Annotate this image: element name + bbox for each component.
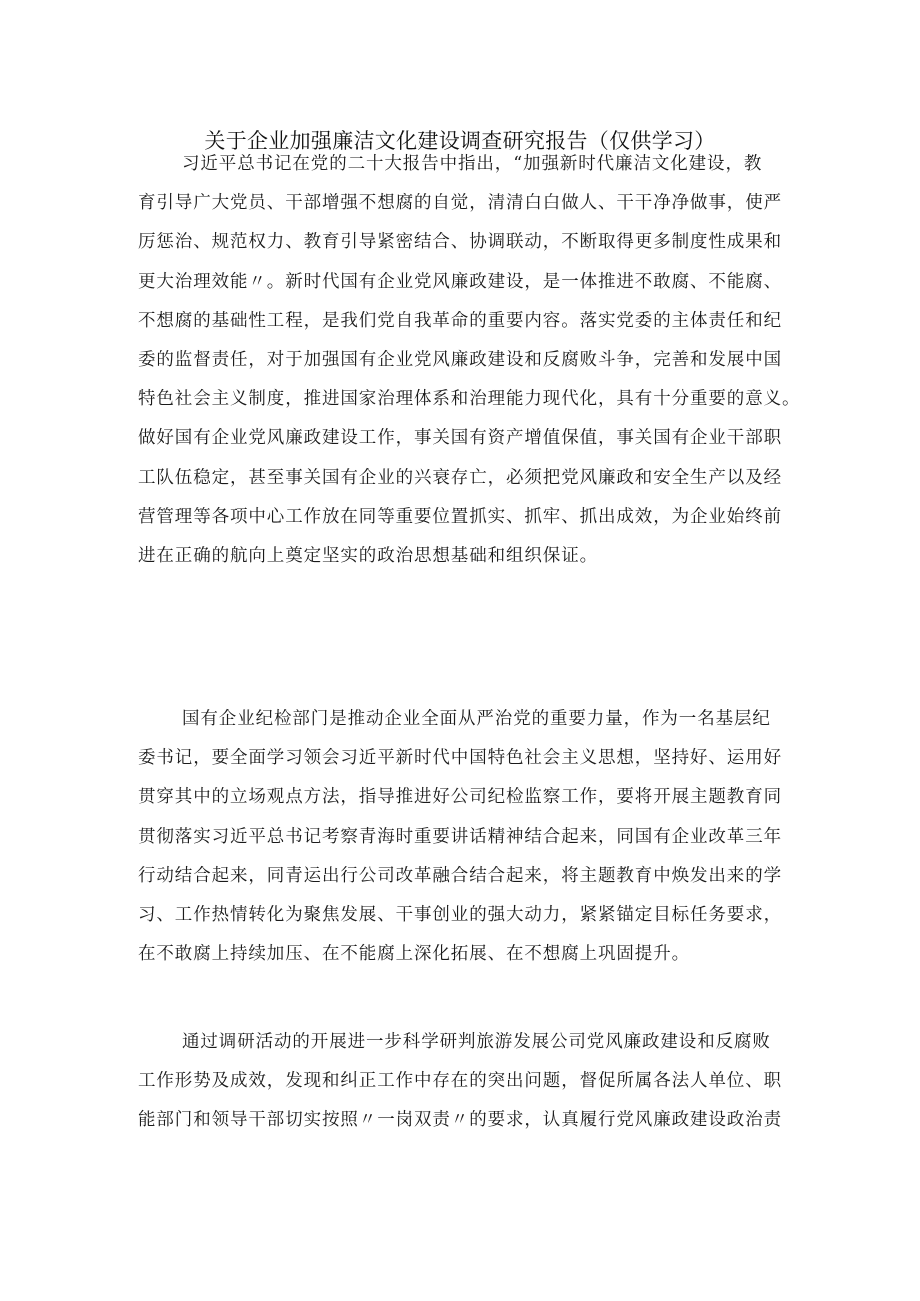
text-line: 习近平总书记在党的二十大报告中指出，“加强新时代廉洁文化建设，教 (182, 154, 763, 174)
text-line: 委的监督责任，对于加强国有企业党风廉政建设和反腐败斗争，完善和发展中国 (138, 349, 782, 370)
paragraph-3 (138, 1023, 798, 1141)
text-line: 进在正确的航向上奠定坚实的政治思想基础和组织保证。 (138, 545, 598, 566)
text-line: 在不敢腐上持续加压、在不能腐上深化拓展、在不想腐上巩固提升。 (138, 944, 690, 965)
text-line: 贯彻落实习近平总书记考察青海时重要讲话精神结合起来，同国有企业改革三年 (138, 826, 782, 847)
text-line: 委书记，要全面学习领会习近平新时代中国特色社会主义思想，坚持好、运用好 (138, 748, 782, 769)
text-line: 通过调研活动的开展进一步科学研判旅游发展公司党风廉政建设和反腐败 (182, 1032, 771, 1052)
paragraph-1 (138, 145, 801, 576)
paragraph-2 (138, 700, 798, 974)
text-line: 工队伍稳定，甚至事关国有企业的兴衰存亡，必须把党风廉政和安全生产以及经 (138, 467, 782, 488)
text-line: 习、工作热情转化为聚焦发展、干事创业的强大动力，紧紧锚定目标任务要求， (138, 904, 782, 925)
text-line: 营管理等各项中心工作放在同等重要位置抓实、抓牢、抓出成效，为企业始终前 (138, 506, 782, 527)
text-line: 不想腐的基础性工程，是我们党自我革命的重要内容。落实党委的主体责任和纪 (138, 310, 782, 331)
text-line: 做好国有企业党风廉政建设工作，事关国有资产增值保值，事关国有企业干部职 (138, 428, 782, 449)
text-line: 工作形势及成效，发现和纠正工作中存在的突出问题，督促所属各法人单位、职 (138, 1071, 782, 1092)
document-title: 关于企业加强廉洁文化建设调查研究报告（仅供学习） (204, 129, 716, 153)
text-line: 行动结合起来，同青运出行公司改革融合结合起来，将主题教育中焕发出来的学 (138, 865, 782, 886)
text-line: 厉惩治、规范权力、教育引导紧密结合、协调联动，不断取得更多制度性成果和 (138, 232, 782, 253)
text-line: 国有企业纪检部门是推动企业全面从严治党的重要力量，作为一名基层纪 (182, 709, 771, 729)
text-line: 能部门和领导干部切实按照〃一岗双责〃的要求，认真履行党风廉政建设政治责 (138, 1110, 782, 1131)
text-line: 育引导广大党员、干部增强不想腐的自觉，清清白白做人、干干净净做事，使严 (138, 193, 782, 214)
text-line: 贯穿其中的立场观点方法，指导推进好公司纪检监察工作，要将开展主题教育同 (138, 787, 782, 808)
text-line: 特色社会主义制度，推进国家治理体系和治理能力现代化，具有十分重要的意义。 (138, 389, 801, 410)
text-line: 更大治理效能〃。新时代国有企业党风廉政建设，是一体推进不敢腐、不能腐、 (138, 271, 782, 292)
